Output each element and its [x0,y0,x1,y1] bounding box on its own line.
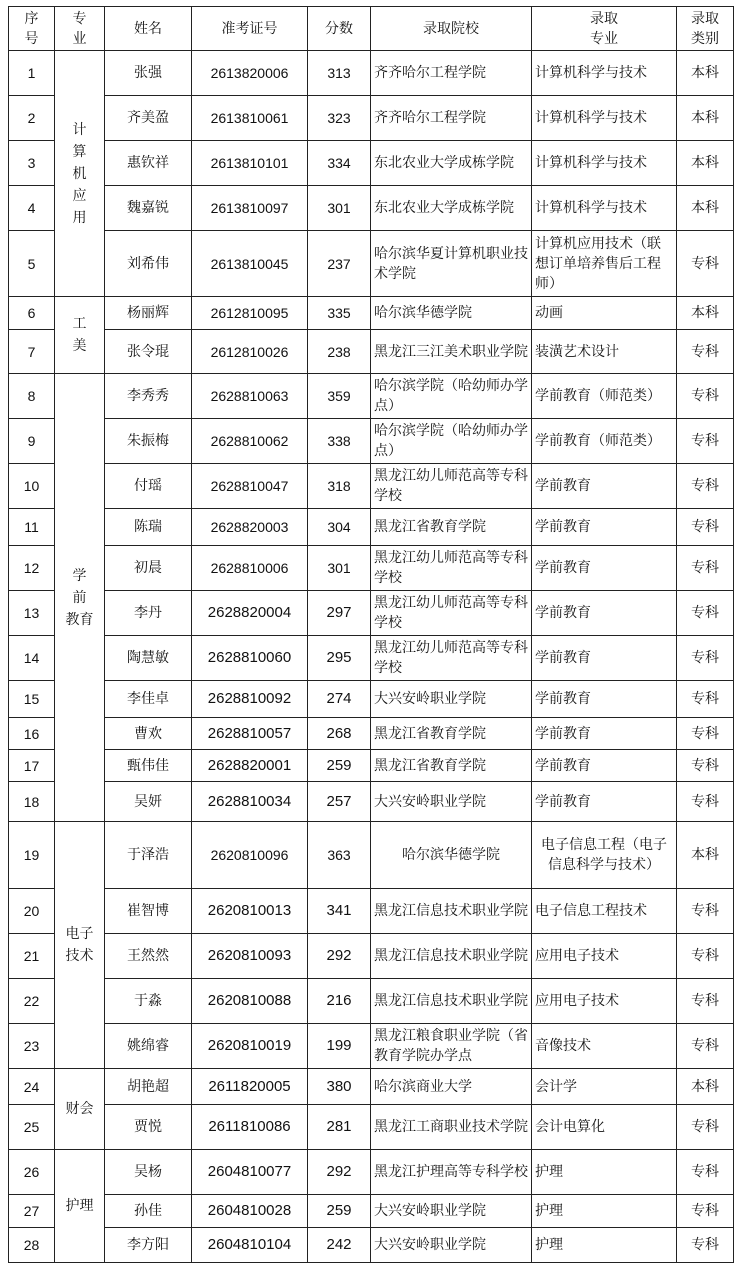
cell-category: 专科 [677,374,734,419]
cell-school: 黑龙江护理高等专科学校 [371,1150,532,1195]
cell-category: 专科 [677,330,734,374]
header-category: 录取 类别 [677,7,734,51]
cell-score: 274 [308,681,371,718]
cell-admission-major: 会计电算化 [532,1105,677,1150]
cell-major-group [55,822,105,1069]
cell-score: 341 [308,889,371,934]
cell-school: 哈尔滨华夏计算机职业技术学院 [371,231,532,297]
cell-score: 237 [308,231,371,297]
cell-admission-major: 计算机科学与技术 [532,51,677,96]
cell-exam-no: 2611810086 [192,1105,308,1150]
cell-category: 本科 [677,186,734,231]
cell-category: 专科 [677,750,734,782]
cell-school: 齐齐哈尔工程学院 [371,96,532,141]
cell-school: 哈尔滨学院（哈幼师办学点） [371,419,532,464]
cell-exam-no: 2613810061 [192,96,308,141]
cell-score: 301 [308,186,371,231]
major-group-label: 前 [72,589,87,606]
cell-admission-major: 计算机应用技术（联想订单培养售后工程师） [532,231,677,297]
table-row [9,374,734,419]
cell-name: 初晨 [105,546,192,591]
cell-name: 胡艳超 [105,1069,192,1105]
cell-seq: 19 [9,822,55,889]
cell-admission-major: 计算机科学与技术 [532,141,677,186]
cell-exam-no: 2620810088 [192,979,308,1024]
cell-school: 哈尔滨学院（哈幼师办学点） [371,374,532,419]
cell-category: 专科 [677,979,734,1024]
cell-category: 本科 [677,96,734,141]
major-group-label: 工 [72,316,87,332]
cell-category: 专科 [677,1105,734,1150]
cell-exam-no: 2613810101 [192,141,308,186]
cell-admission-major: 应用电子技术 [532,979,677,1024]
cell-major-group [55,374,105,822]
cell-admission-major: 动画 [532,297,677,330]
cell-score: 292 [308,934,371,979]
cell-category: 本科 [677,297,734,330]
cell-category: 专科 [677,419,734,464]
cell-exam-no: 2628810060 [192,636,308,681]
cell-score: 295 [308,636,371,681]
cell-admission-major: 学前教育（师范类） [532,374,677,419]
cell-exam-no: 2628810057 [192,718,308,750]
header-admission-major: 录取 专业 [532,7,677,51]
table-row [9,330,734,374]
cell-seq: 26 [9,1150,55,1195]
cell-major-group [55,1069,105,1150]
cell-score: 335 [308,297,371,330]
table-row [9,636,734,681]
cell-exam-no: 2628820001 [192,750,308,782]
table-row [9,750,734,782]
cell-admission-major: 装潢艺术设计 [532,330,677,374]
table-row [9,96,734,141]
cell-score: 323 [308,96,371,141]
cell-score: 297 [308,591,371,636]
cell-category: 专科 [677,231,734,297]
cell-name: 张强 [105,51,192,96]
cell-score: 257 [308,782,371,822]
table-row [9,1228,734,1263]
cell-school: 大兴安岭职业学院 [371,681,532,718]
major-group-label: 财会 [65,1101,94,1117]
cell-seq: 2 [9,96,55,141]
cell-seq: 18 [9,782,55,822]
cell-score: 338 [308,419,371,464]
cell-major-group [55,51,105,297]
table-row [9,681,734,718]
cell-admission-major: 计算机科学与技术 [532,186,677,231]
cell-admission-major: 学前教育（师范类） [532,419,677,464]
cell-exam-no: 2611820005 [192,1069,308,1105]
cell-name: 吴杨 [105,1150,192,1195]
cell-seq: 21 [9,934,55,979]
cell-seq: 5 [9,231,55,297]
table-row [9,419,734,464]
cell-name: 孙佳 [105,1195,192,1228]
cell-score: 216 [308,979,371,1024]
cell-name: 杨丽辉 [105,297,192,330]
cell-score: 238 [308,330,371,374]
cell-admission-major: 护理 [532,1195,677,1228]
table-row [9,509,734,546]
cell-admission-major: 计算机科学与技术 [532,96,677,141]
major-group-label: 电子 [65,926,94,942]
table-row [9,822,734,889]
cell-seq: 24 [9,1069,55,1105]
cell-school: 哈尔滨华德学院 [371,297,532,330]
cell-category: 专科 [677,1228,734,1263]
cell-name: 付瑶 [105,464,192,509]
cell-exam-no: 2628810062 [192,419,308,464]
cell-school: 大兴安岭职业学院 [371,1195,532,1228]
cell-seq: 7 [9,330,55,374]
header-score: 分数 [308,7,371,51]
cell-school: 哈尔滨商业大学 [371,1069,532,1105]
cell-score: 359 [308,374,371,419]
table-row [9,1024,734,1069]
cell-seq: 11 [9,509,55,546]
cell-admission-major: 电子信息工程技术 [532,889,677,934]
table-row [9,297,734,330]
cell-school: 黑龙江省教育学院 [371,750,532,782]
cell-category: 专科 [677,1195,734,1228]
cell-name: 李秀秀 [105,374,192,419]
cell-exam-no: 2613810097 [192,186,308,231]
major-group-label: 美 [72,338,87,354]
cell-school: 黑龙江三江美术职业学院 [371,330,532,374]
cell-school: 黑龙江幼儿师范高等专科学校 [371,464,532,509]
cell-seq: 15 [9,681,55,718]
cell-seq: 23 [9,1024,55,1069]
header-name: 姓名 [105,7,192,51]
cell-school: 哈尔滨华德学院 [371,822,532,889]
cell-seq: 9 [9,419,55,464]
cell-exam-no: 2620810019 [192,1024,308,1069]
table-row [9,718,734,750]
cell-exam-no: 2604810104 [192,1228,308,1263]
cell-score: 199 [308,1024,371,1069]
cell-category: 专科 [677,782,734,822]
cell-admission-major: 护理 [532,1150,677,1195]
cell-name: 于淼 [105,979,192,1024]
major-group-label: 用 [72,209,87,226]
cell-admission-major: 学前教育 [532,718,677,750]
cell-seq: 28 [9,1228,55,1263]
cell-school: 黑龙江信息技术职业学院 [371,979,532,1024]
table-row [9,51,734,96]
cell-category: 专科 [677,636,734,681]
cell-exam-no: 2612810026 [192,330,308,374]
cell-name: 魏嘉锐 [105,186,192,231]
cell-seq: 20 [9,889,55,934]
cell-exam-no: 2628810034 [192,782,308,822]
cell-score: 259 [308,750,371,782]
cell-name: 曹欢 [105,718,192,750]
cell-school: 齐齐哈尔工程学院 [371,51,532,96]
cell-score: 380 [308,1069,371,1105]
cell-school: 东北农业大学成栋学院 [371,186,532,231]
cell-exam-no: 2620810093 [192,934,308,979]
cell-admission-major: 会计学 [532,1069,677,1105]
major-group-label: 算 [72,143,87,160]
cell-seq: 8 [9,374,55,419]
cell-category: 专科 [677,1024,734,1069]
major-group-label: 计 [72,121,87,138]
cell-admission-major: 学前教育 [532,546,677,591]
cell-name: 王然然 [105,934,192,979]
cell-school: 大兴安岭职业学院 [371,1228,532,1263]
table-row [9,1069,734,1105]
cell-school: 大兴安岭职业学院 [371,782,532,822]
cell-category: 专科 [677,681,734,718]
cell-category: 本科 [677,822,734,889]
cell-category: 本科 [677,51,734,96]
table-row [9,591,734,636]
cell-seq: 12 [9,546,55,591]
cell-exam-no: 2604810028 [192,1195,308,1228]
cell-score: 334 [308,141,371,186]
cell-category: 本科 [677,1069,734,1105]
cell-exam-no: 2613810045 [192,231,308,297]
major-group-label: 技术 [65,948,94,964]
table-row [9,979,734,1024]
cell-seq: 1 [9,51,55,96]
cell-category: 专科 [677,509,734,546]
cell-name: 朱振梅 [105,419,192,464]
cell-school: 黑龙江省教育学院 [371,718,532,750]
cell-admission-major: 学前教育 [532,509,677,546]
cell-name: 齐美盈 [105,96,192,141]
cell-exam-no: 2613820006 [192,51,308,96]
cell-score: 313 [308,51,371,96]
admission-table [8,6,734,1263]
cell-name: 吴妍 [105,782,192,822]
cell-admission-major: 学前教育 [532,782,677,822]
table-row [9,1105,734,1150]
cell-name: 崔智博 [105,889,192,934]
major-group-label: 教育 [65,611,94,628]
cell-school: 黑龙江幼儿师范高等专科学校 [371,636,532,681]
cell-seq: 6 [9,297,55,330]
cell-category: 专科 [677,934,734,979]
header-school: 录取院校 [371,7,532,51]
cell-school: 黑龙江粮食职业学院（省教育学院办学点 [371,1024,532,1069]
major-group-label: 机 [72,165,87,182]
cell-name: 甄伟佳 [105,750,192,782]
cell-name: 贾悦 [105,1105,192,1150]
cell-category: 专科 [677,718,734,750]
cell-exam-no: 2628820003 [192,509,308,546]
cell-score: 281 [308,1105,371,1150]
cell-school: 黑龙江工商职业技术学院 [371,1105,532,1150]
table-row [9,934,734,979]
cell-school: 东北农业大学成栋学院 [371,141,532,186]
table-row [9,186,734,231]
cell-category: 专科 [677,1150,734,1195]
cell-school: 黑龙江信息技术职业学院 [371,889,532,934]
cell-admission-major: 学前教育 [532,750,677,782]
cell-exam-no: 2620810096 [192,822,308,889]
major-group-label: 学 [72,567,87,584]
cell-exam-no: 2628810006 [192,546,308,591]
cell-major-group [55,1150,105,1263]
cell-name: 刘希伟 [105,231,192,297]
cell-seq: 4 [9,186,55,231]
cell-score: 242 [308,1228,371,1263]
cell-admission-major: 电子信息工程（电子信息科学与技术） [532,822,677,889]
cell-seq: 17 [9,750,55,782]
cell-admission-major: 应用电子技术 [532,934,677,979]
cell-name: 陈瑞 [105,509,192,546]
table-row [9,889,734,934]
cell-school: 黑龙江省教育学院 [371,509,532,546]
cell-category: 专科 [677,591,734,636]
cell-score: 268 [308,718,371,750]
cell-admission-major: 音像技术 [532,1024,677,1069]
cell-admission-major: 学前教育 [532,591,677,636]
cell-exam-no: 2628810063 [192,374,308,419]
cell-score: 301 [308,546,371,591]
cell-exam-no: 2620810013 [192,889,308,934]
table-row [9,231,734,297]
cell-name: 陶慧敏 [105,636,192,681]
cell-seq: 22 [9,979,55,1024]
cell-exam-no: 2612810095 [192,297,308,330]
cell-school: 黑龙江幼儿师范高等专科学校 [371,546,532,591]
header-exam-no: 准考证号 [192,7,308,51]
table-row [9,141,734,186]
major-group-label: 护理 [65,1198,94,1214]
cell-score: 318 [308,464,371,509]
cell-seq: 16 [9,718,55,750]
cell-exam-no: 2628810092 [192,681,308,718]
cell-admission-major: 学前教育 [532,636,677,681]
cell-score: 292 [308,1150,371,1195]
cell-seq: 27 [9,1195,55,1228]
cell-exam-no: 2628820004 [192,591,308,636]
cell-seq: 10 [9,464,55,509]
cell-score: 363 [308,822,371,889]
cell-category: 本科 [677,141,734,186]
cell-exam-no: 2628810047 [192,464,308,509]
cell-name: 张令琨 [105,330,192,374]
cell-major-group [55,297,105,374]
cell-name: 惠钦祥 [105,141,192,186]
cell-category: 专科 [677,464,734,509]
cell-seq: 14 [9,636,55,681]
cell-name: 姚绵睿 [105,1024,192,1069]
table-row [9,1195,734,1228]
cell-admission-major: 护理 [532,1228,677,1263]
header-row [9,7,734,51]
cell-exam-no: 2604810077 [192,1150,308,1195]
cell-score: 259 [308,1195,371,1228]
cell-name: 李佳卓 [105,681,192,718]
cell-name: 于泽浩 [105,822,192,889]
cell-score: 304 [308,509,371,546]
cell-seq: 3 [9,141,55,186]
table-row [9,546,734,591]
major-group-label: 应 [72,187,87,204]
table-row [9,782,734,822]
cell-category: 专科 [677,546,734,591]
table-row [9,1150,734,1195]
cell-admission-major: 学前教育 [532,681,677,718]
cell-admission-major: 学前教育 [532,464,677,509]
cell-school: 黑龙江幼儿师范高等专科学校 [371,591,532,636]
cell-seq: 25 [9,1105,55,1150]
header-major: 专 业 [55,7,105,51]
cell-school: 黑龙江信息技术职业学院 [371,934,532,979]
table-row [9,464,734,509]
cell-name: 李丹 [105,591,192,636]
header-seq: 序 号 [9,7,55,51]
cell-name: 李方阳 [105,1228,192,1263]
cell-category: 专科 [677,889,734,934]
cell-seq: 13 [9,591,55,636]
